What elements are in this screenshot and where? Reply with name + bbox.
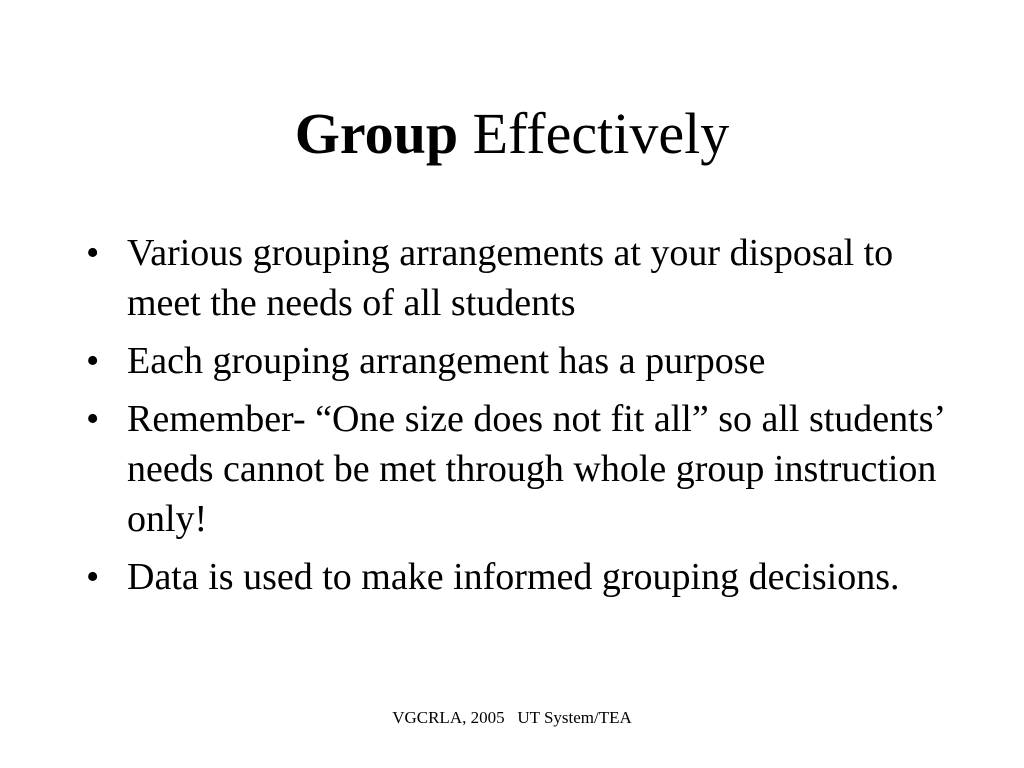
slide-title-rest: Effectively: [458, 101, 730, 166]
bullet-list: [86, 228, 966, 610]
bullet-text: Various grouping arrangements at your disposal to meet the needs of all students: [127, 232, 894, 324]
bullet-icon: •: [86, 398, 100, 440]
bullet-item: [86, 394, 966, 544]
bullet-item: [86, 228, 966, 328]
bullet-item: [86, 336, 966, 386]
slide-title-bold: Group: [294, 101, 459, 166]
slide-title: [0, 98, 1024, 170]
bullet-text: Data is used to make informed grouping decisions.: [127, 556, 900, 598]
bullet-item: [86, 552, 966, 602]
bullet-text: Remember- “One size does not fit all” so all students’ needs cannot be met through whole group instruction only!: [127, 398, 944, 540]
bullet-icon: •: [86, 556, 100, 598]
bullet-icon: •: [86, 340, 100, 382]
bullet-text: Each grouping arrangement has a purpose: [127, 340, 766, 382]
bullet-icon: •: [86, 232, 100, 274]
slide-footer: VGCRLA, 2005 UT System/TEA: [392, 708, 632, 727]
